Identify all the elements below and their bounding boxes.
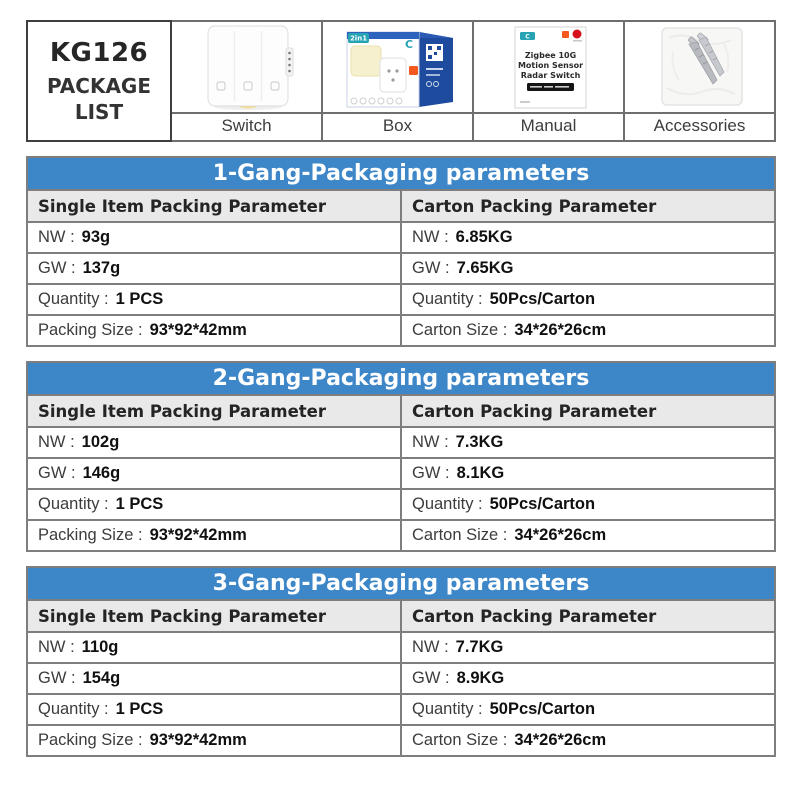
param-label: Quantity : (38, 700, 109, 718)
param-value: 34*26*26cm (514, 731, 607, 749)
param-value: 50Pcs/Carton (489, 700, 596, 718)
table-row (27, 694, 775, 725)
param-value: 7.3KG (455, 433, 504, 451)
param-value: 50Pcs/Carton (489, 495, 596, 513)
packaging-table-2gang (26, 361, 776, 552)
param-label: Quantity : (38, 495, 109, 513)
switch-image-cell (171, 21, 322, 113)
param-value: 93*92*42mm (149, 526, 247, 544)
param-value: 8.1KG (456, 464, 505, 482)
table-row (27, 284, 775, 315)
param-value: 93g (81, 228, 111, 246)
column-header-single-item: Single Item Packing Parameter (27, 190, 401, 222)
switch-render (351, 46, 381, 76)
item-label-box: Box (322, 113, 473, 141)
param-label: NW : (38, 638, 75, 656)
param-label: GW : (38, 259, 76, 277)
param-label: Carton Size : (412, 731, 508, 749)
param-value: 110g (81, 638, 119, 656)
table-row (27, 725, 775, 756)
param-value: 154g (82, 669, 121, 687)
column-header-single-item: Single Item Packing Parameter (27, 600, 401, 632)
param-label: GW : (412, 259, 450, 277)
table-row (27, 427, 775, 458)
param-value: 93*92*42mm (149, 731, 247, 749)
param-label: GW : (38, 669, 76, 687)
param-value: 34*26*26cm (514, 526, 607, 544)
column-header-carton: Carton Packing Parameter (401, 395, 775, 427)
switch-product-image (172, 22, 323, 112)
param-value: 1 PCS (115, 700, 164, 718)
table-row (27, 222, 775, 253)
param-label: Quantity : (412, 495, 483, 513)
param-label: NW : (412, 433, 449, 451)
manual-title-line: Radar Switch (520, 71, 581, 80)
param-value: 1 PCS (115, 290, 164, 308)
package-header-table (26, 20, 776, 142)
param-value: 137g (82, 259, 121, 277)
param-value: 93*92*42mm (149, 321, 247, 339)
smart-life-logo-icon (562, 31, 569, 38)
param-value: 7.7KG (455, 638, 504, 656)
socket-render (380, 58, 406, 92)
param-label: Packing Size : (38, 731, 143, 749)
param-label: NW : (412, 638, 449, 656)
param-value: 6.85KG (455, 228, 513, 246)
param-label: GW : (412, 669, 450, 687)
param-label: Packing Size : (38, 321, 143, 339)
param-value: 1 PCS (115, 495, 164, 513)
param-label: Quantity : (38, 290, 109, 308)
package-list-label: PACKAGE LIST (46, 73, 152, 124)
param-label: Quantity : (412, 290, 483, 308)
package-title-box (27, 21, 171, 141)
manual-title-line: Motion Sensor (517, 61, 584, 70)
param-label: NW : (412, 228, 449, 246)
table-row (27, 520, 775, 551)
param-label: GW : (38, 464, 76, 482)
orange-badge (409, 66, 418, 75)
param-label: Carton Size : (412, 526, 508, 544)
accessories-product-image (625, 22, 776, 112)
table-row (27, 458, 775, 489)
column-header-carton: Carton Packing Parameter (401, 190, 775, 222)
column-header-carton: Carton Packing Parameter (401, 600, 775, 632)
table-title-1gang: 1-Gang-Packaging parameters (27, 157, 775, 190)
table-row (27, 632, 775, 663)
param-label: NW : (38, 433, 75, 451)
item-label-accessories: Accessories (624, 113, 775, 141)
table-row (27, 489, 775, 520)
item-label-switch: Switch (171, 113, 322, 141)
table-row (27, 315, 775, 346)
model-code: KG126 (49, 37, 149, 68)
table-title-2gang: 2-Gang-Packaging parameters (27, 362, 775, 395)
manual-product-image (474, 22, 625, 112)
packaging-table-3gang (26, 566, 776, 757)
param-value: 102g (81, 433, 120, 451)
param-value: 34*26*26cm (514, 321, 607, 339)
svg-text:C: C (525, 33, 530, 41)
param-label: Packing Size : (38, 526, 143, 544)
packaging-table-1gang (26, 156, 776, 347)
accessories-image-cell (624, 21, 775, 113)
manual-title-line: Zigbee 10G (524, 51, 577, 60)
param-value: 8.9KG (456, 669, 505, 687)
zigbee-logo-icon (573, 30, 582, 39)
param-label: Carton Size : (412, 321, 508, 339)
table-row (27, 253, 775, 284)
manual-image-cell (473, 21, 624, 113)
param-label: GW : (412, 464, 450, 482)
table-title-3gang: 3-Gang-Packaging parameters (27, 567, 775, 600)
param-value: 50Pcs/Carton (489, 290, 596, 308)
param-label: NW : (38, 228, 75, 246)
item-label-manual: Manual (473, 113, 624, 141)
box-product-image (323, 22, 474, 112)
column-header-single-item: Single Item Packing Parameter (27, 395, 401, 427)
svg-text:2in1: 2in1 (349, 34, 368, 43)
brand-logo-icon: C (404, 38, 414, 51)
param-label: Quantity : (412, 700, 483, 718)
param-value: 146g (82, 464, 121, 482)
box-image-cell (322, 21, 473, 113)
table-row (27, 663, 775, 694)
param-value: 7.65KG (456, 259, 514, 277)
